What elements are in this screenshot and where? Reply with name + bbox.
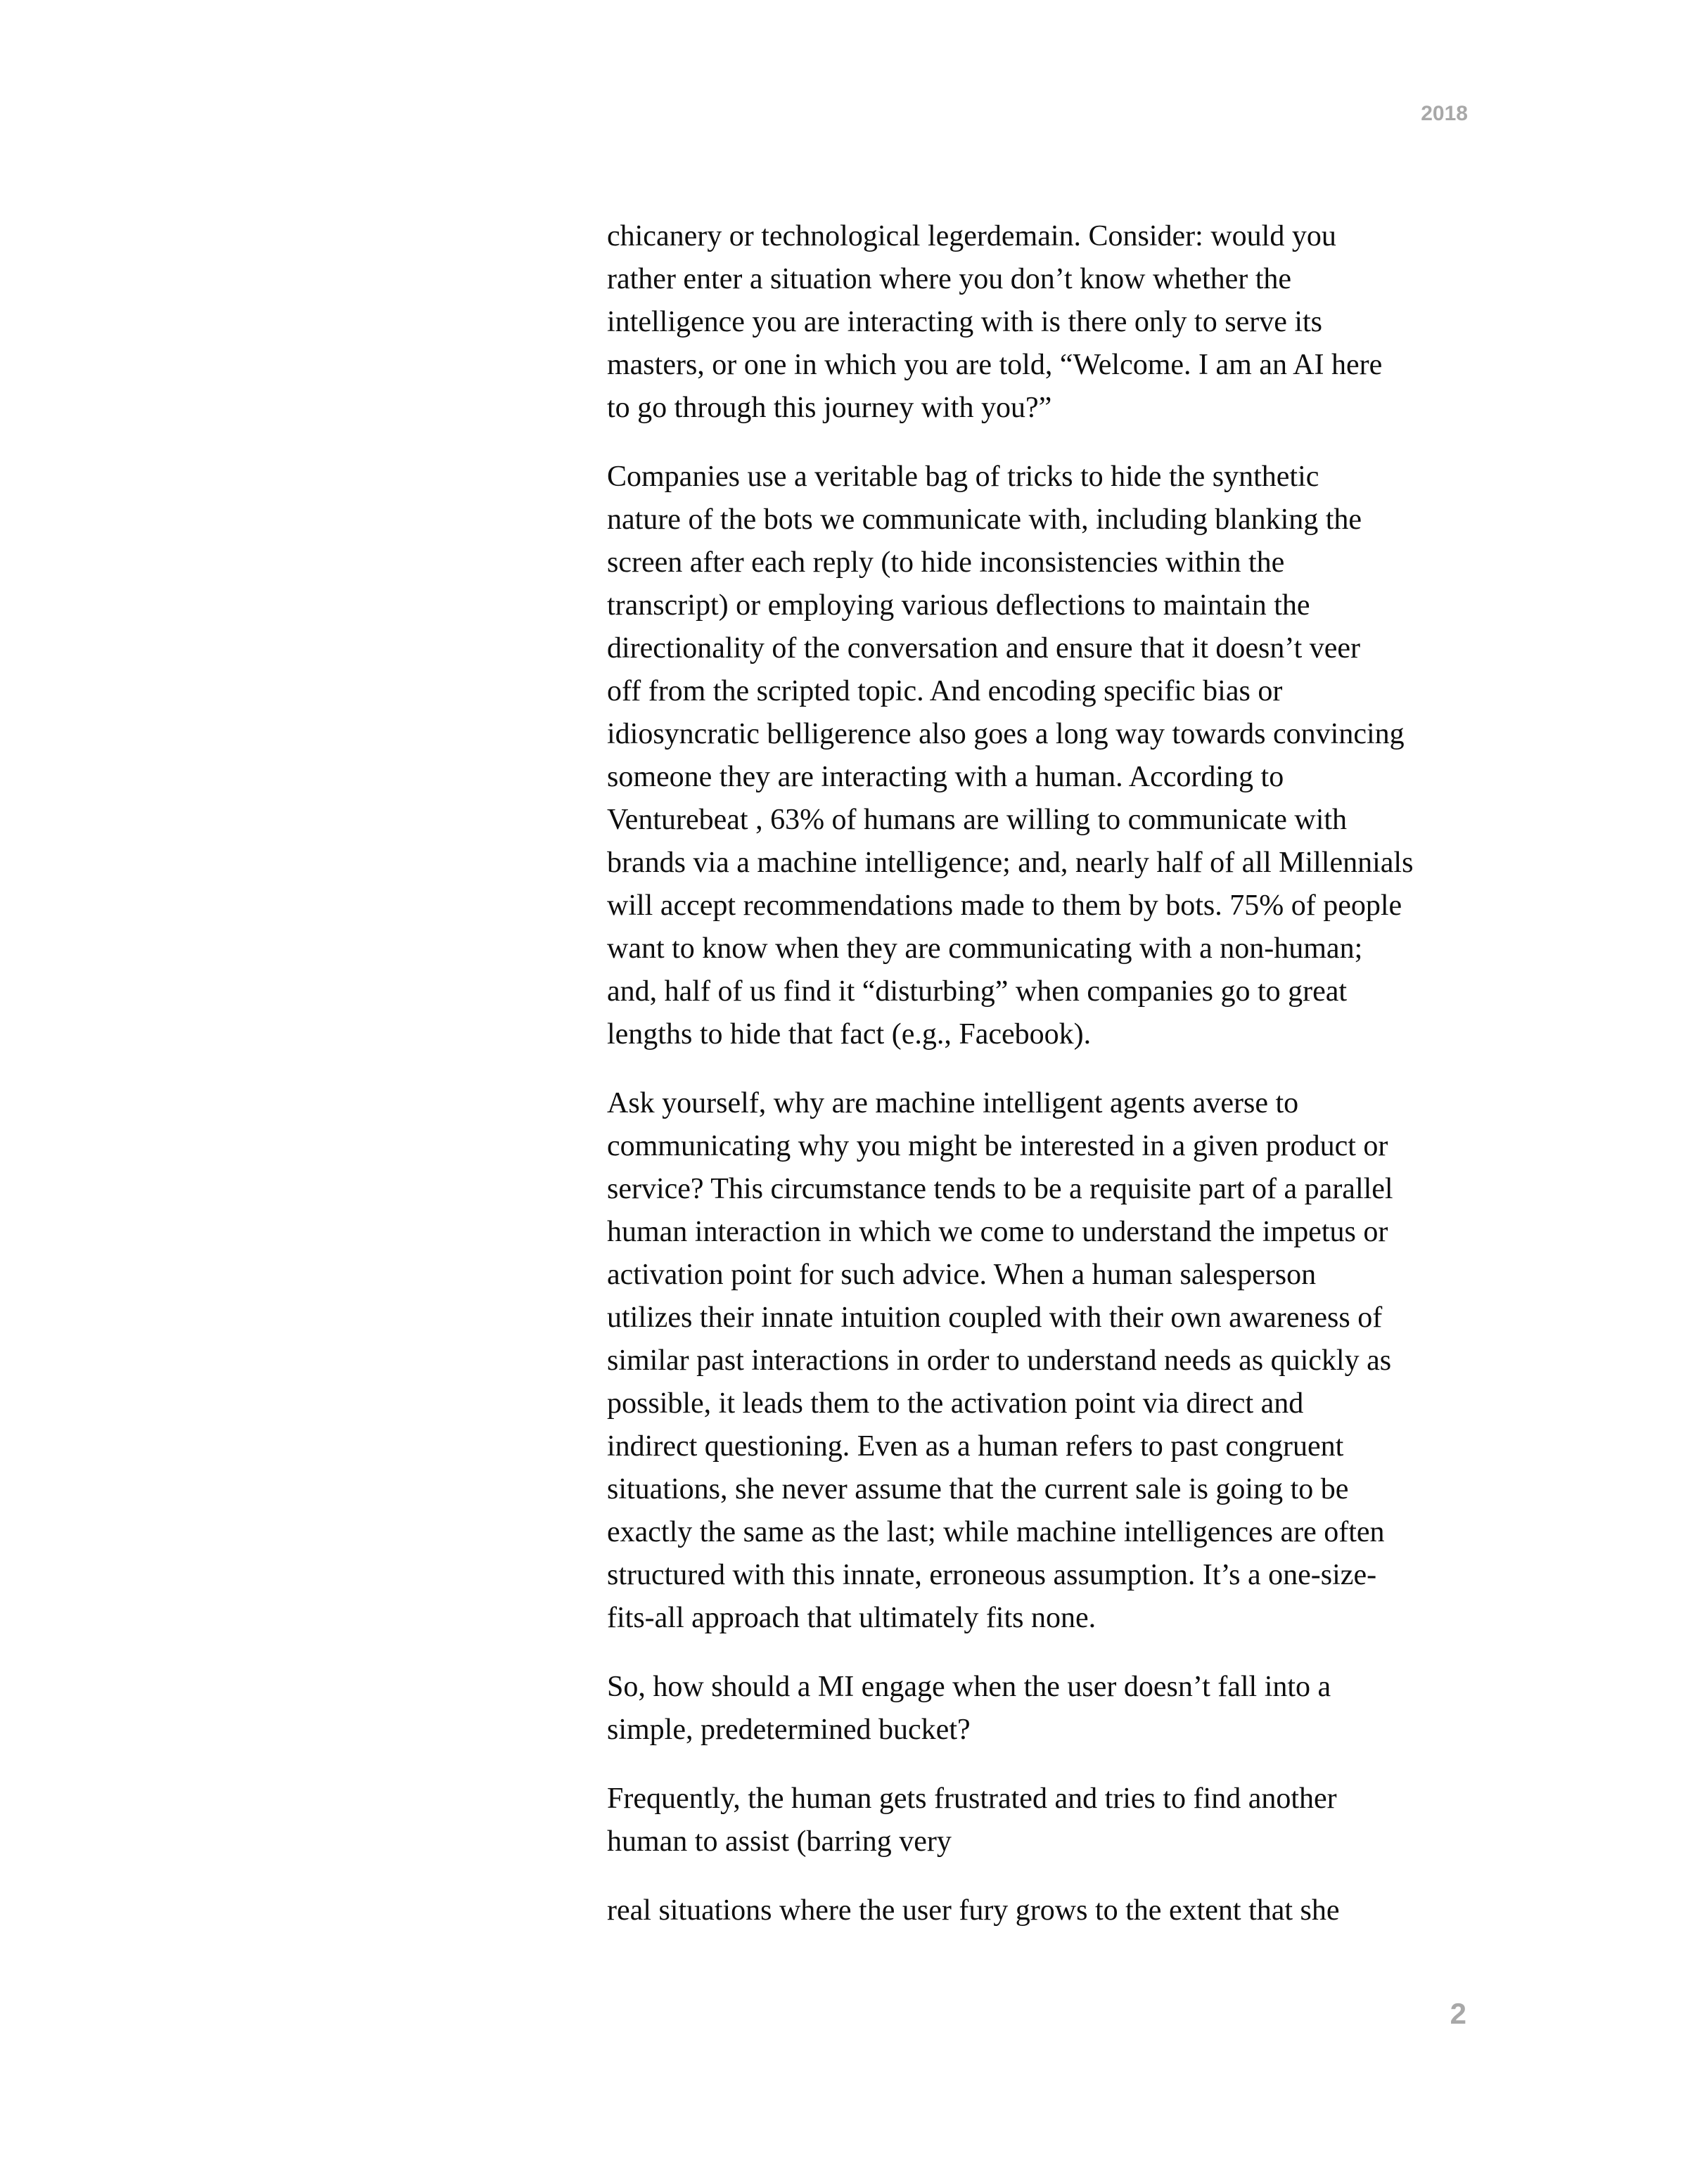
text-line: Frequently, the human gets frustrated and tries to find another xyxy=(607,1782,1337,1815)
text-line: human to assist (barring very xyxy=(607,1825,952,1858)
page-footer xyxy=(607,1999,1466,2029)
text-line: lengths to hide that fact (e.g., Facebook). xyxy=(607,1018,1092,1051)
text-line: real situations where the user fury grows to the extent that she xyxy=(607,1894,1340,1927)
text-line: fits-all approach that ultimately fits none. xyxy=(607,1602,1096,1634)
document-body xyxy=(607,215,1468,1958)
text-line: and, half of us find it “disturbing” when companies go to great xyxy=(607,975,1348,1008)
paragraph xyxy=(607,1889,1468,1932)
text-line: exactly the same as the last; while machine intelligences are often xyxy=(607,1516,1385,1548)
text-line: indirect questioning. Even as a human refers to past congruent xyxy=(607,1430,1344,1463)
text-line: idiosyncratic belligerence also goes a long way towards convincing xyxy=(607,718,1405,750)
paragraph xyxy=(607,1778,1468,1863)
text-line: situations, she never assume that the current sale is going to be xyxy=(607,1473,1349,1505)
paragraph xyxy=(607,1082,1468,1640)
text-line: directionality of the conversation and ensure that it doesn’t veer xyxy=(607,632,1361,664)
text-line: activation point for such advice. When a human salesperson xyxy=(607,1259,1317,1291)
text-line: someone they are interacting with a human. According to xyxy=(607,761,1284,793)
text-line: service? This circumstance tends to be a requisite part of a parallel xyxy=(607,1173,1393,1205)
text-line: want to know when they are communicating with a non-human; xyxy=(607,932,1363,965)
text-line: off from the scripted topic. And encoding specific bias or xyxy=(607,675,1283,707)
text-line: transcript) or employing various deflections to maintain the xyxy=(607,589,1310,622)
text-line: masters, or one in which you are told, “Welcome. I am an AI here xyxy=(607,349,1383,381)
paragraph xyxy=(607,1666,1468,1752)
header-year: 2018 xyxy=(1421,102,1468,125)
text-line: brands via a machine intelligence; and, nearly half of all Millennials xyxy=(607,847,1414,879)
text-line: nature of the bots we communicate with, including blanking the xyxy=(607,503,1362,536)
text-line: chicanery or technological legerdemain. Consider: would you xyxy=(607,220,1336,252)
text-line: intelligence you are interacting with is there only to serve its xyxy=(607,306,1323,338)
text-line: screen after each reply (to hide inconsistencies within the xyxy=(607,546,1285,579)
text-line: Ask yourself, why are machine intelligent agents averse to xyxy=(607,1087,1299,1119)
text-line: utilizes their innate intuition coupled with their own awareness of xyxy=(607,1302,1383,1334)
paragraph xyxy=(607,215,1468,430)
page-header xyxy=(607,103,1468,124)
text-line: structured with this innate, erroneous assumption. It’s a one-size- xyxy=(607,1559,1377,1591)
text-line: possible, it leads them to the activation point via direct and xyxy=(607,1387,1304,1420)
text-line: Companies use a veritable bag of tricks to hide the synthetic xyxy=(607,461,1319,493)
text-line: will accept recommendations made to them by bots. 75% of people xyxy=(607,889,1402,922)
text-line: communicating why you might be interested in a given product or xyxy=(607,1130,1388,1162)
text-line: simple, predetermined bucket? xyxy=(607,1714,971,1746)
paragraph xyxy=(607,456,1468,1056)
text-line: rather enter a situation where you don’t know whether the xyxy=(607,263,1292,295)
text-line: to go through this journey with you?” xyxy=(607,392,1052,424)
text-line: similar past interactions in order to understand needs as quickly as xyxy=(607,1344,1392,1377)
text-line: So, how should a MI engage when the user doesn’t fall into a xyxy=(607,1671,1331,1703)
page-number: 2 xyxy=(1450,1997,1466,2030)
text-line: human interaction in which we come to understand the impetus or xyxy=(607,1216,1388,1248)
text-line: Venturebeat , 63% of humans are willing to communicate with xyxy=(607,804,1348,836)
